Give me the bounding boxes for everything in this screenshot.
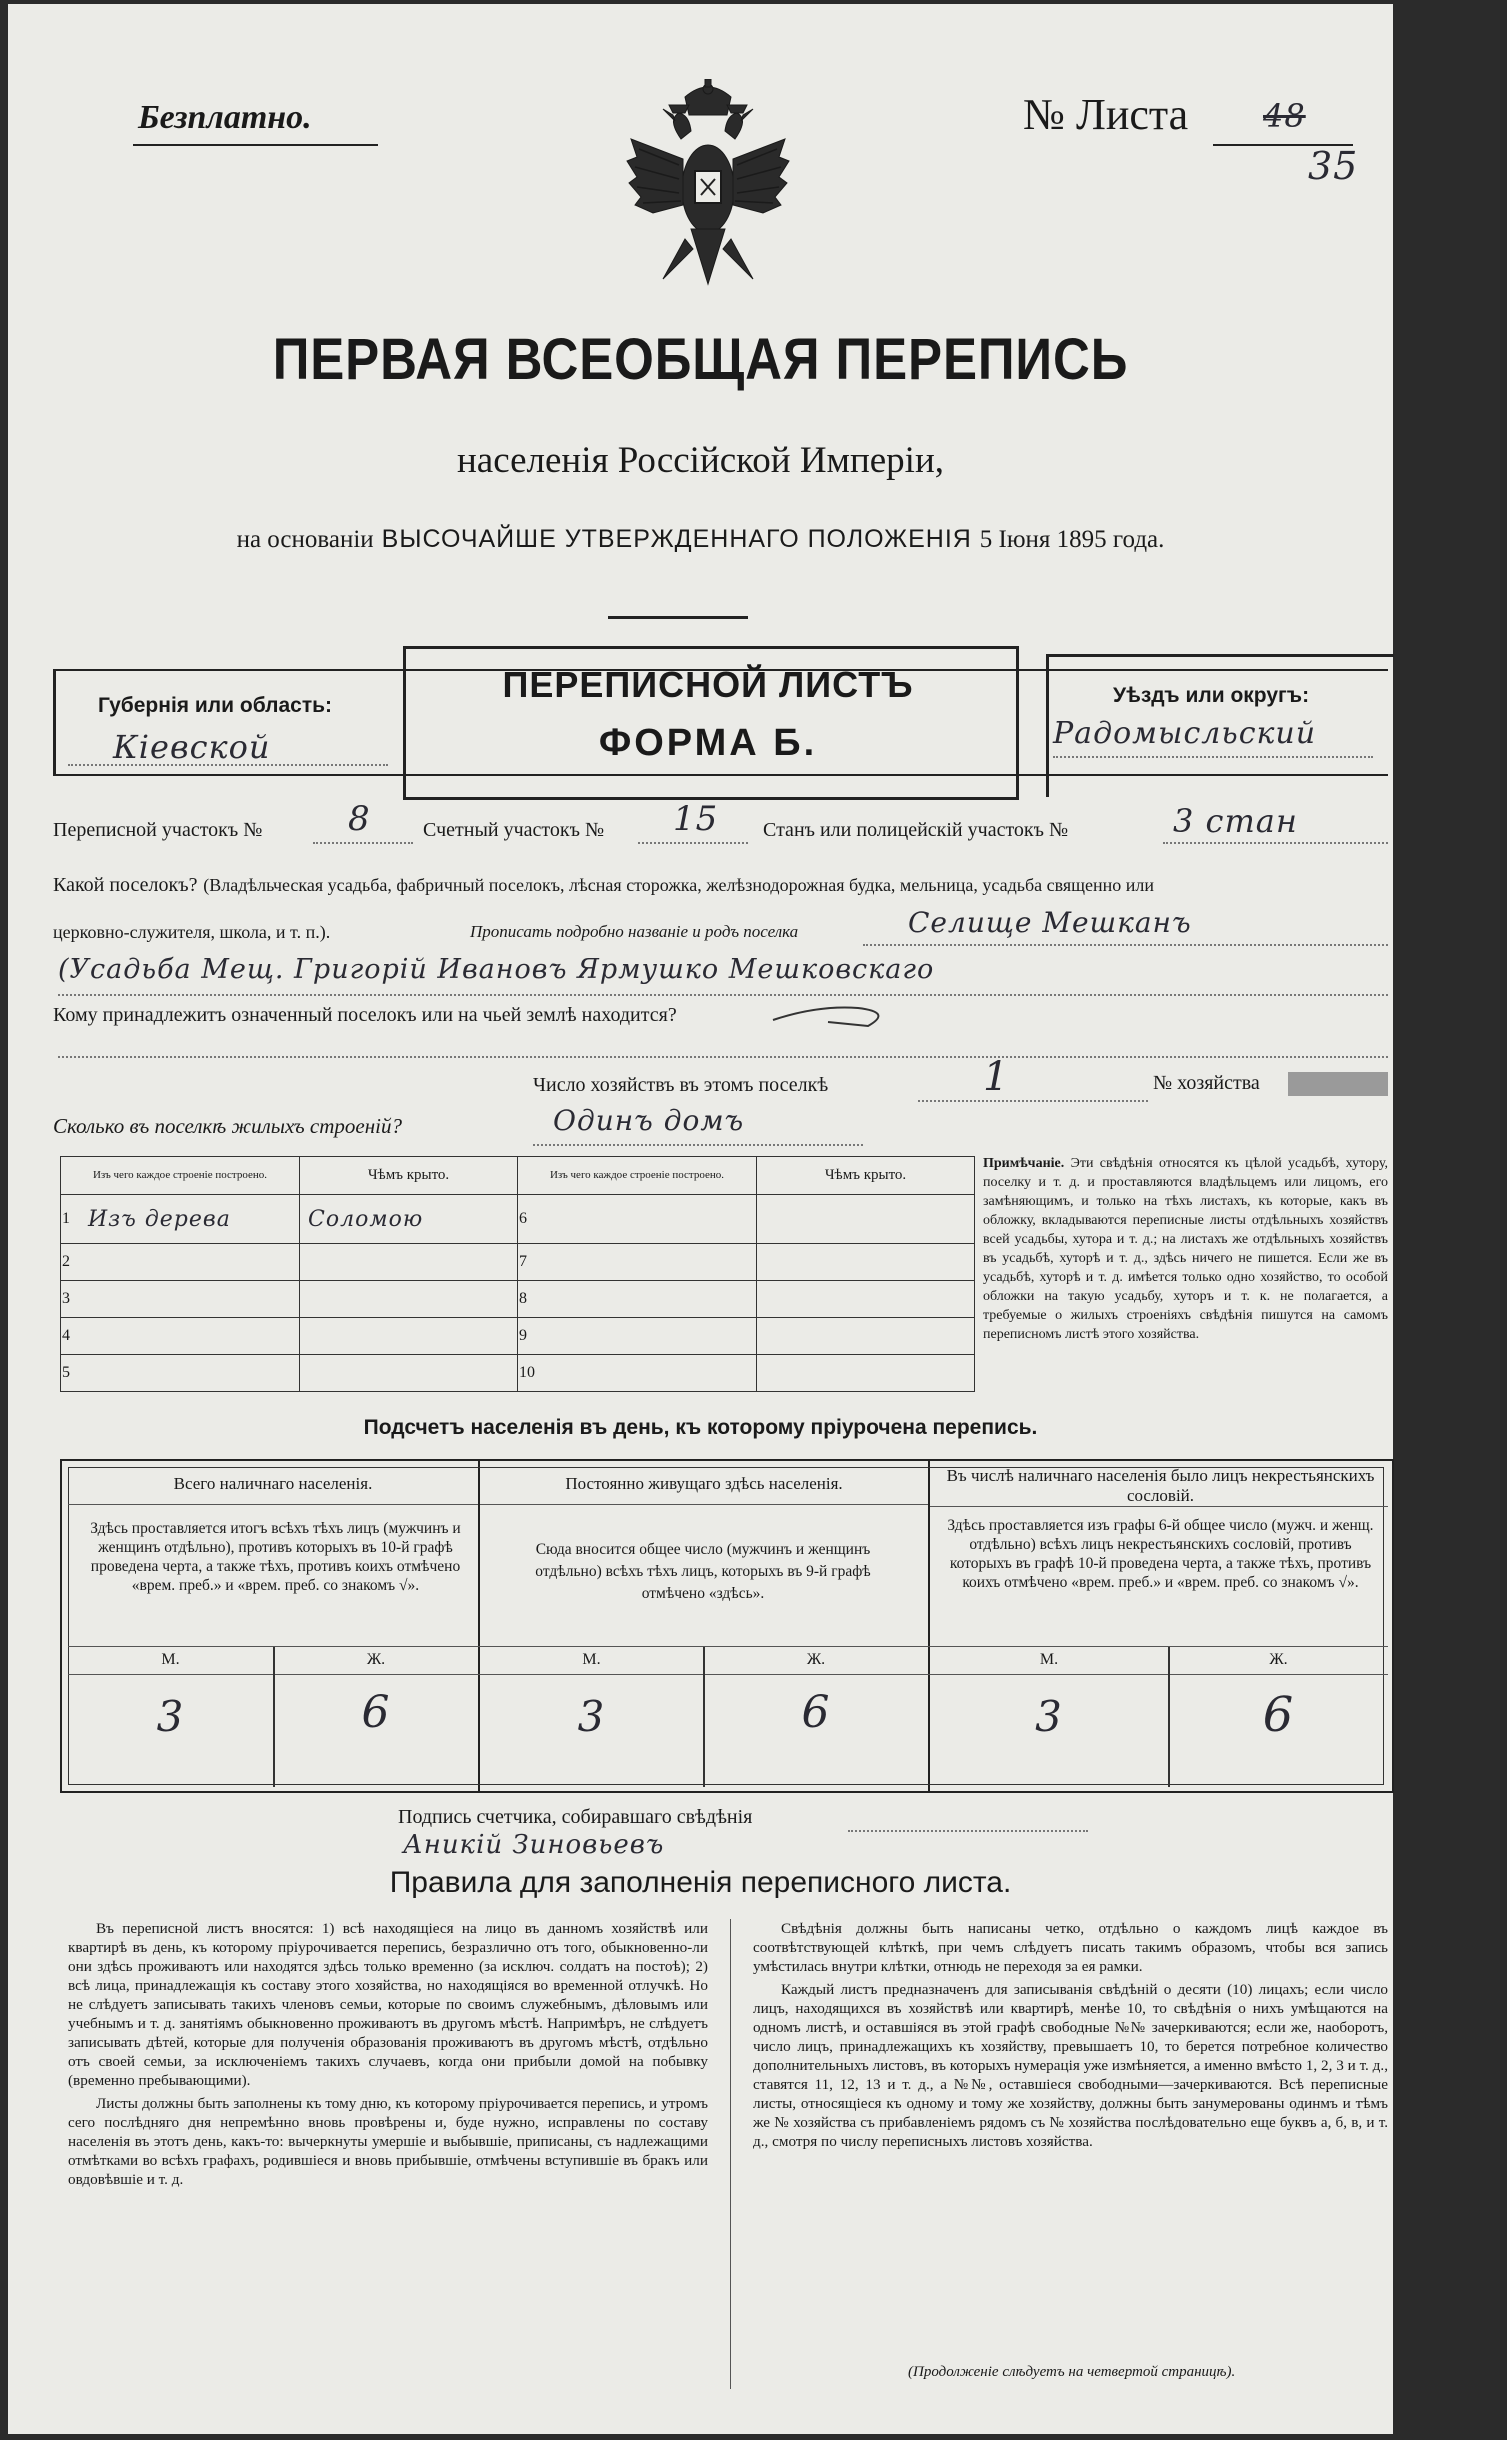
poselok-line-1 xyxy=(863,944,1388,946)
mzh-top-rule xyxy=(68,1646,1388,1647)
rules-left-para-2: Листы должны быть заполнены къ тому дню, къ которому пріурочивается перепись, и утромъ сего послѣдняго дня непремѣнно вновь провѣрены и, буде нужно, исправлены по составу населенія въ этотъ день, какъ-то: вычеркнуты умершіе и выбывшіе, приписаны, съ надлежащими отмѣтками во всѣхъ графахъ, родившіеся и вновь прибывшіе, отмѣчены вступившіе въ бракъ или овдовѣвшіе и т. д. xyxy=(68,2095,708,2188)
count-m-3: М. xyxy=(1039,1651,1059,1668)
poselok-hint: (Владѣльческая усадьба, фабричный поселокъ, лѣсная сторожка, желѣзнодорожная будка, мельница, усадьба священно или xyxy=(203,875,1155,895)
material-header-right: Изъ чего каждое строеніе построено. xyxy=(518,1157,757,1195)
buildings-line xyxy=(533,1144,863,1146)
poselok-value-2: (Усадьба Мещ. Григорій Ивановъ Ярмушко Мешковскаго xyxy=(58,954,935,985)
schetny-line xyxy=(638,842,748,844)
free-underline xyxy=(133,144,378,146)
basis-decree: ВЫСОЧАЙШЕ УТВЕРЖДЕННАГО ПОЛОЖЕНІЯ xyxy=(381,525,972,553)
material-cell: Изъ дерева xyxy=(87,1195,300,1244)
page-subtitle: населенія Россійской Имперіи, xyxy=(456,440,945,481)
count-m-2: М. xyxy=(582,1651,601,1668)
roof-cell xyxy=(757,1195,975,1244)
rules-left-column xyxy=(68,1919,708,2394)
uchastok-line xyxy=(313,842,413,844)
material-cell xyxy=(87,1244,300,1281)
poselok-value-1: Селище Мешканъ xyxy=(908,906,1192,939)
rules-right-para-2: Каждый листъ предназначенъ для записыванія свѣдѣній о десяти (10) лицахъ; если число лицъ, находящихся въ хозяйствѣ или квартирѣ, менѣе 10, то свѣдѣнія о нихъ умѣщаются на одномъ листѣ, и оставшіяся въ этой графѣ свободные №№ зачеркиваются; если же, наоборотъ, число лицъ, принадлежащихъ къ хозяйству, превышаетъ 10, то берется потребное количество дополнительныхъ листовъ, въ которыхъ нумерація уже измѣняется, а именно вмѣсто 1, 2, 3 и т. д., ставятся 11, 12, 13 и т. д., а №№, оставшіеся свободными—зачеркиваются. Всѣ переписные листы, относящіеся къ одному и тому же хозяйству, должны быть занумерованы одинмъ и тѣмъ же № хозяйства съ прибавленіемъ рядомъ съ № хозяйства послѣдовательно еще буквъ а, б, в, и т. д., смотря по числу переписныхъ листовъ хозяйства. xyxy=(753,1981,1388,2150)
uchastok-value: 8 xyxy=(348,799,371,839)
poselok-hint-2: церковно-служителя, школа, и т. п.). xyxy=(53,922,331,942)
mzh-bottom-rule xyxy=(68,1674,1388,1675)
buildings-value: Одинъ домъ xyxy=(553,1104,745,1137)
sheet-number-value: 48 xyxy=(1263,97,1306,135)
signature-label: Подпись счетчика, собиравшаго свѣдѣнія xyxy=(398,1806,753,1828)
sheet-number-underline xyxy=(1213,144,1353,146)
count-col1-text: Здѣсь проставляется итогъ всѣхъ тѣхъ лицъ (мужчинъ и женщинъ отдѣльно), противъ которыхъ въ 10-й графѣ проведена черта, а также тѣхъ, противъ коихъ отмѣчено «врем. преб.» и «врем. преб. со знакомъ √». xyxy=(90,1520,461,1594)
count-value-m-resident: 3 xyxy=(577,1692,606,1741)
material-cell xyxy=(544,1355,757,1392)
row-number: 9 xyxy=(518,1318,545,1355)
count-col1-head: Всего наличнаго населенія. xyxy=(173,1474,373,1493)
rules-title: Правила для заполненія переписного листа. xyxy=(389,1866,1012,1899)
stan-line xyxy=(1163,842,1388,844)
buildings-note xyxy=(983,1154,1388,1394)
roof-header-right: Чѣмъ крыто. xyxy=(757,1157,975,1195)
gubernia-value: Кіевской xyxy=(113,728,271,766)
material-cell xyxy=(544,1244,757,1281)
roof-cell xyxy=(757,1281,975,1318)
material-cell xyxy=(87,1355,300,1392)
table-row xyxy=(61,1244,975,1281)
stan-label: Станъ или полицейскій участокъ № xyxy=(763,819,1069,841)
rules-left-para-1: Въ переписной листъ вносятся: 1) всѣ находящіеся на лицо въ данномъ хозяйствѣ или квартирѣ въ день, къ которому пріурочивается перепись, безразлично отъ того, обыкновенно-ли они здѣсь проживаютъ или находятся здѣсь только временно (за исключ. солдатъ на постоѣ); 2) всѣ лица, принадлежащія къ составу этого хозяйства, но находящіяся во временной отлучкѣ. Но не слѣдуетъ записывать такихъ членовъ семьи, которые по своимъ служебнымъ, дѣловымъ или учебнымъ и т. д. занятіямъ обыкновенно проживаютъ въ другомъ мѣстѣ. Напримѣръ, не слѣдуетъ записывать дѣтей, которые для полученія образованія проживаютъ въ другомъ мѣстѣ, отдѣльно отъ своей семьи, за исключеніемъ такихъ случаевъ, когда они прибыли домой на побывку (временно пребывающими). xyxy=(68,1920,708,2089)
page-title: ПЕРВАЯ ВСЕОБЩАЯ ПЕРЕПИСЬ xyxy=(272,327,1129,392)
count-value-zh-total: 6 xyxy=(361,1687,391,1738)
table-row xyxy=(61,1281,975,1318)
row-number: 2 xyxy=(61,1244,88,1281)
owner-pen-stroke xyxy=(768,1000,898,1030)
household-number-redacted xyxy=(1288,1072,1388,1096)
count-col2-text: Сюда вносится общее число (мужчинъ и женщинъ отдѣльно) всѣхъ тѣхъ лицъ, которыхъ въ 9-й графѣ отмѣчено «здѣсь». xyxy=(535,1541,871,1602)
list-title-frame xyxy=(403,646,1013,794)
households-value: 1 xyxy=(983,1054,1010,1100)
row-number: 8 xyxy=(518,1281,545,1318)
note-head: Примѣчаніе. xyxy=(983,1156,1065,1171)
households-line xyxy=(918,1100,1148,1102)
stan-value: 3 стан xyxy=(1173,802,1298,840)
sheet-number-label: № Листа xyxy=(1023,90,1189,139)
material-header-left: Изъ чего каждое строеніе построено. xyxy=(61,1157,300,1195)
count-col3-text: Здѣсь проставляется изъ графы 6-й общее число (мужч. и женщ. отдѣльно) всѣхъ лицъ некрестьянскихъ сословій, противъ которыхъ въ графѣ 10-й проведена черта, а также тѣхъ, противъ коихъ отмѣчено «врем. преб.» и «врем. преб. со знакомъ √». xyxy=(947,1517,1374,1591)
roof-cell xyxy=(300,1318,518,1355)
count-zh-2: Ж. xyxy=(806,1651,826,1668)
form-label: ФОРМА Б. xyxy=(598,722,818,764)
census-sheet xyxy=(8,4,1393,2434)
count-title: Подсчетъ населенія въ день, къ которому пріурочена перепись. xyxy=(363,1416,1038,1439)
table-row xyxy=(61,1318,975,1355)
count-col1-head-rule xyxy=(68,1504,478,1505)
table-row xyxy=(61,1355,975,1392)
roof-cell xyxy=(757,1244,975,1281)
signature-value: Аникій Зиновьевъ xyxy=(403,1830,665,1860)
schetny-label: Счетный участокъ № xyxy=(423,819,605,841)
uezd-label: Уѣздъ или округъ: xyxy=(1113,684,1310,707)
poselok-instruction: Прописать подробно названіе и родъ поселка xyxy=(470,922,799,941)
basis-prefix: на основаніи xyxy=(236,526,374,553)
row-number: 1 xyxy=(61,1195,88,1244)
basis-line xyxy=(8,524,1393,554)
owner-line xyxy=(58,1056,1388,1058)
uchastok-label: Переписной участокъ № xyxy=(53,819,263,841)
row-number: 10 xyxy=(518,1355,545,1392)
table-row xyxy=(61,1195,975,1244)
households-label: Число хозяйствъ въ этомъ поселкѣ xyxy=(533,1074,829,1096)
note-text: Эти свѣдѣнія относятся къ цѣлой усадьбѣ, хутору, поселку и т. д. и проставляются владѣльцемъ или лицомъ, его замѣняющимъ, и только на тѣхъ листахъ, къ которые, какъ въ обложку, вкладываются переписные листы отдѣльныхъ хозяйствъ всей усадьбы, хутора и т. д.; на листахъ же отдѣльныхъ хозяйствъ въ усадьбѣ, хуторѣ и т. д., здѣсь ничего не пишется. Если же въ усадьбѣ, хуторѣ и т. д. имѣется только одно хозяйство, то особой обложки на такую усадьбу, хуторъ и т. к. не полагается, а требуемые о жилыхъ строеніяхъ свѣдѣнія пишутся на самомъ переписномъ листѣ этого хозяйства. xyxy=(983,1156,1388,1342)
rules-right-para-1: Свѣдѣнія должны быть написаны четко, отдѣльно о каждомъ лицѣ каждое въ соотвѣтствующей клѣткѣ, при чемъ слѣдуетъ писать такимъ образомъ, чтобы вся запись умѣстилась внутри клѣтки, отнюдь не переходя за ея рамки. xyxy=(753,1920,1388,1975)
rules-column-divider xyxy=(730,1919,731,2389)
poselok-row xyxy=(53,874,1393,897)
roof-header-left: Чѣмъ крыто. xyxy=(300,1157,518,1195)
title-rule xyxy=(608,616,748,619)
schetny-value: 15 xyxy=(673,799,719,839)
double-headed-eagle-emblem xyxy=(623,79,793,304)
count-value-m-total: 3 xyxy=(156,1692,185,1741)
poselok-label: Какой поселокъ? xyxy=(53,874,198,896)
material-cell xyxy=(87,1318,300,1355)
household-number-label: № хозяйства xyxy=(1153,1072,1260,1094)
gubernia-label: Губернія или область: xyxy=(98,694,333,717)
count-col3-head: Въ числѣ наличнаго населенія было лицъ некрестьянскихъ сословій. xyxy=(946,1466,1375,1505)
count-value-zh-nonpeasant: 6 xyxy=(1262,1687,1295,1743)
owner-label: Кому принадлежитъ означенный поселокъ или на чьей землѣ находится? xyxy=(53,1004,677,1026)
roof-cell xyxy=(300,1281,518,1318)
basis-date: 5 Іюня 1895 года. xyxy=(979,526,1165,553)
count-col2-head-rule xyxy=(480,1504,928,1505)
buildings-table xyxy=(60,1156,975,1392)
roof-cell: Соломою xyxy=(300,1195,518,1244)
roof-cell xyxy=(757,1318,975,1355)
sheet-number-correction: 35 xyxy=(1308,144,1359,188)
row-number: 3 xyxy=(61,1281,88,1318)
row-number: 6 xyxy=(518,1195,545,1244)
row-number: 5 xyxy=(61,1355,88,1392)
material-cell xyxy=(544,1281,757,1318)
count-value-zh-resident: 6 xyxy=(801,1687,831,1738)
roof-cell xyxy=(300,1355,518,1392)
rules-right-column xyxy=(753,1919,1388,2359)
signature-line xyxy=(848,1830,1088,1832)
material-cell xyxy=(544,1195,757,1244)
count-m-1: М. xyxy=(161,1651,180,1668)
count-value-m-nonpeasant: 3 xyxy=(1035,1692,1063,1741)
uezd-line xyxy=(1053,756,1373,758)
roof-cell xyxy=(300,1244,518,1281)
uezd-value: Радомысльский xyxy=(1053,716,1317,751)
free-label: Безплатно. xyxy=(138,99,312,136)
list-title: ПЕРЕПИСНОЙ ЛИСТЪ xyxy=(502,664,914,705)
poselok-line-2 xyxy=(58,994,1388,996)
gubernia-box-left xyxy=(53,669,56,774)
count-col2-head: Постоянно живущаго здѣсь населенія. xyxy=(565,1474,843,1493)
count-zh-3: Ж. xyxy=(1269,1651,1288,1668)
roof-cell xyxy=(757,1355,975,1392)
material-cell xyxy=(87,1281,300,1318)
row-number: 7 xyxy=(518,1244,545,1281)
show-through-left xyxy=(48,154,608,334)
count-zh-1: Ж. xyxy=(366,1651,386,1668)
buildings-label: Сколько въ поселкѣ жилыхъ строеній? xyxy=(53,1114,402,1138)
row-number: 4 xyxy=(61,1318,88,1355)
gubernia-line xyxy=(68,764,388,766)
count-col3-head-rule xyxy=(930,1506,1388,1507)
rules-continued: (Продолженіе слѣдуетъ на четвертой страницѣ). xyxy=(908,2364,1236,2380)
material-cell xyxy=(544,1318,757,1355)
